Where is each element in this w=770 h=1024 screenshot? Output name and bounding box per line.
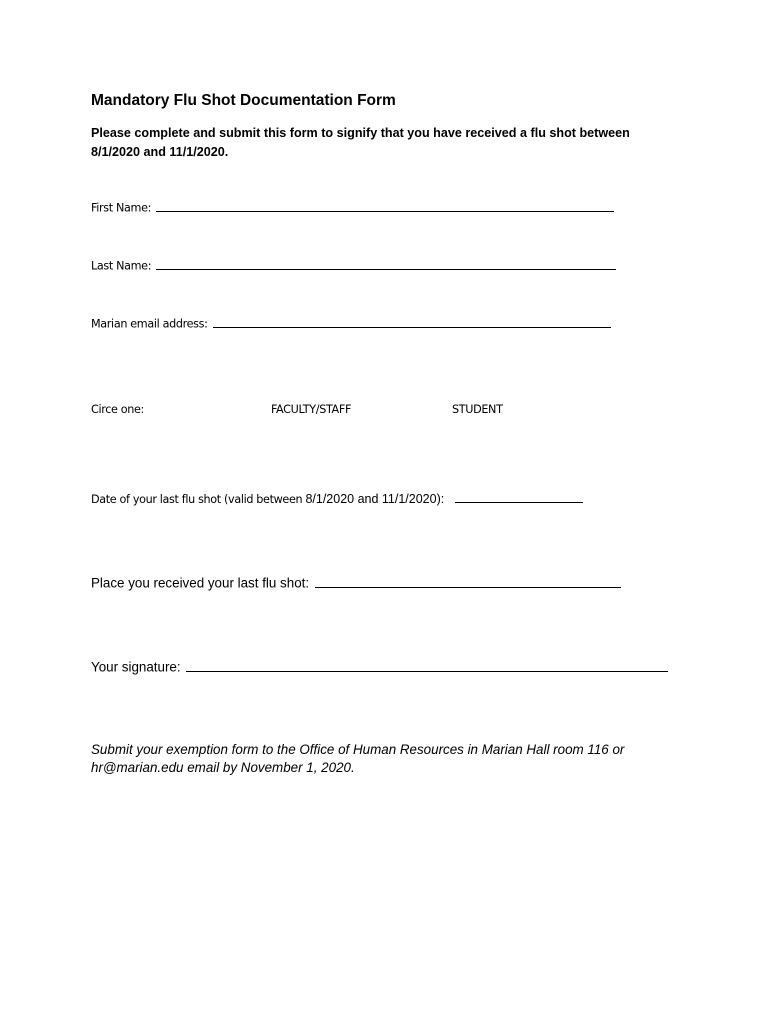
signature-field[interactable] [186,658,668,672]
circle-one-label: Circe one: [91,403,144,416]
flu-shot-date-label: Date of your last flu shot (valid between 8/1/2020 and 11/1/2020): [91,491,445,506]
email-field[interactable] [213,316,611,328]
signature-label: Your signature: [91,659,181,675]
form-title: Mandatory Flu Shot Documentation Form [91,92,396,109]
first-name-label: First Name: [91,201,152,215]
first-name-field[interactable] [156,200,614,212]
option-student[interactable]: STUDENT [452,403,503,416]
form-instructions: Please complete and submit this form to signify that you have received a flu shot between 8/1/2020 and 11/1/2020. [91,126,630,159]
flu-shot-date-row [91,491,583,506]
flu-shot-date-field[interactable] [455,491,583,503]
last-name-row [91,258,616,273]
last-name-field[interactable] [156,258,616,270]
first-name-row [91,200,614,215]
option-faculty-staff[interactable]: FACULTY/STAFF [271,403,352,416]
place-label: Place you received your last flu shot: [91,575,310,591]
email-label: Marian email address: [91,317,208,331]
place-field[interactable] [315,574,621,588]
signature-row [91,658,668,675]
email-row [91,316,611,331]
last-name-label: Last Name: [91,259,152,273]
place-row [91,574,621,591]
submission-note: Submit your exemption form to the Office of Human Resources in Marian Hall room 116 or hr@marian.edu email by November 1, 2020. [91,742,625,775]
